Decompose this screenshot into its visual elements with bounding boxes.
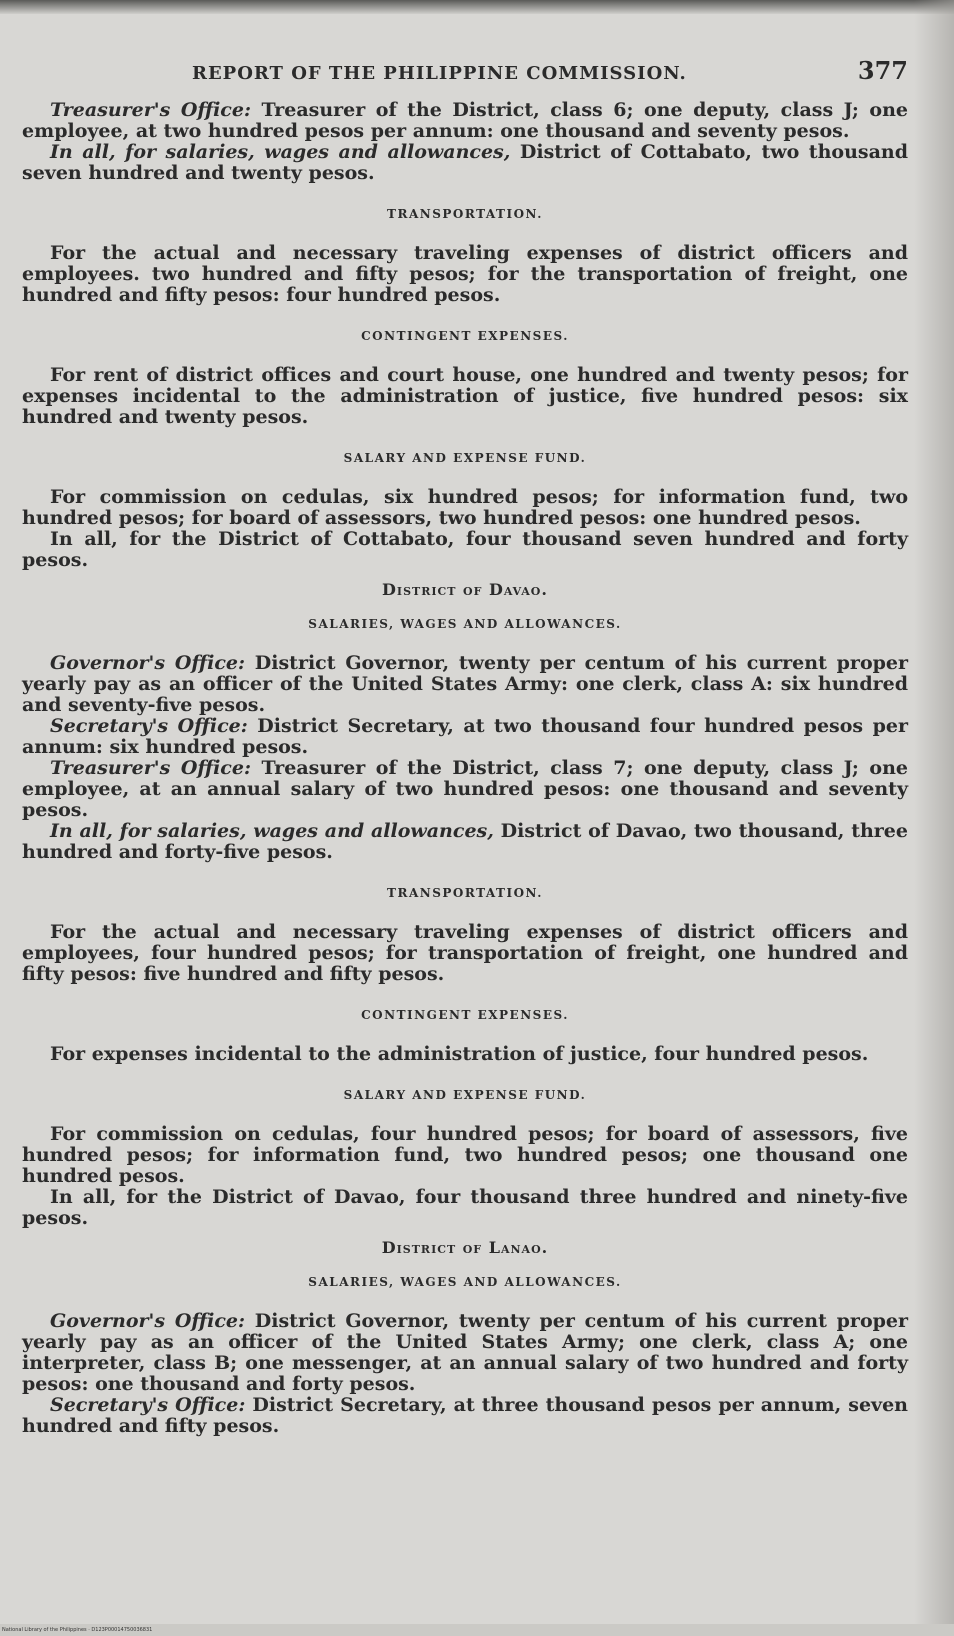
paragraph: For rent of district offices and court house, one hundred and twenty pesos; for expenses incidental to the administration of justice, five hundred pesos: six hundred and twenty pesos. [22, 364, 908, 428]
paragraph-text: Treasurer of the District, class 6; one deputy, class J; one employee, at two hundred pesos per annum: one thousand and seventy pesos. [22, 99, 908, 142]
running-header [22, 56, 908, 85]
page-top-edge [0, 0, 954, 14]
paragraph-text: District Secretary, at two thousand four hundred pesos per annum: six hundred pesos. [22, 715, 908, 758]
header-title: REPORT OF THE PHILIPPINE COMMISSION. [192, 63, 687, 84]
paragraph [22, 821, 908, 863]
paragraph-text: District of Davao, two thousand, three hundred and forty-five pesos. [22, 820, 908, 863]
paragraph-text: District Secretary, at three thousand pesos per annum, seven hundred and fifty pesos. [22, 1394, 908, 1437]
in-all-lead: In all, for salaries, wages and allowances, [50, 141, 511, 163]
section-heading: SALARIES, WAGES AND ALLOWANCES. [308, 1275, 622, 1289]
paragraph: For commission on cedulas, four hundred pesos; for board of assessors, five hundred pesos; for information fund, two hundred pesos; one thousand one hundred pesos. [22, 1123, 908, 1187]
paragraph [22, 758, 908, 821]
section-heading: SALARY AND EXPENSE FUND. [343, 451, 587, 465]
office-label: Treasurer's Office: [50, 757, 251, 779]
section-heading: CONTINGENT EXPENSES. [361, 329, 569, 343]
paragraph [22, 142, 908, 184]
section-heading: SALARIES, WAGES AND ALLOWANCES. [308, 617, 622, 631]
in-all-lead: In all, for salaries, wages and allowances, [50, 820, 494, 842]
paragraph: For expenses incidental to the administration of justice, four hundred pesos. [50, 1043, 869, 1065]
paragraph: For commission on cedulas, six hundred pesos; for information fund, two hundred pesos; for board of assessors, two hundred pesos: one hundred pesos. [22, 486, 908, 529]
paragraph: For the actual and necessary traveling expenses of district officers and employees, four hundred pesos; for transportation of freight, one hundred and fifty pesos: five hundred and fifty pesos. [22, 921, 908, 985]
paragraph [22, 1311, 908, 1395]
paragraph: For the actual and necessary traveling expenses of district officers and employees. two hundred and fifty pesos; for the transportation of freight, one hundred and fifty pesos: four hundred pesos. [22, 242, 908, 306]
paragraph: In all, for the District of Davao, four thousand three hundred and ninety-five pesos. [22, 1186, 908, 1229]
paragraph-text: District Governor, twenty per centum of his current proper yearly pay as an officer of the United States Army: one clerk, class A: six hundred and seventy-five pesos. [22, 652, 908, 716]
paragraph [22, 100, 908, 142]
paragraph [22, 716, 908, 758]
office-label: Secretary's Office: [50, 715, 248, 737]
paragraph-text: District Governor, twenty per centum of his current proper yearly pay as an officer of the United States Army; one clerk, class A; one interpreter, class B; one messenger, at an annual salary of two hundred and forty pesos: one thousand and forty pesos. [22, 1310, 908, 1395]
page-number: 377 [857, 56, 908, 85]
section-heading: TRANSPORTATION. [387, 207, 543, 221]
paragraph-text: District of Cottabato, two thousand seven hundred and twenty pesos. [22, 141, 908, 184]
district-heading: District of Davao. [382, 580, 548, 599]
office-label: Governor's Office: [50, 1310, 245, 1332]
document-page [22, 56, 908, 1437]
section-heading: SALARY AND EXPENSE FUND. [343, 1088, 587, 1102]
section-heading: TRANSPORTATION. [387, 886, 543, 900]
paragraph [22, 1395, 908, 1437]
scan-footer: National Library of the Philippines · D123P00014750036831 [0, 1624, 954, 1636]
office-label: Governor's Office: [50, 652, 245, 674]
section-heading: CONTINGENT EXPENSES. [361, 1008, 569, 1022]
paragraph: In all, for the District of Cottabato, four thousand seven hundred and forty pesos. [22, 528, 908, 571]
office-label: Secretary's Office: [50, 1394, 246, 1416]
page-shadow [914, 0, 954, 1636]
paragraph [22, 653, 908, 716]
paragraph-text: Treasurer of the District, class 7; one deputy, class J; one employee, at an annual salary of two hundred pesos: one thousand and seventy pesos. [22, 757, 908, 821]
district-heading: District of Lanao. [381, 1238, 549, 1257]
office-label: Treasurer's Office: [50, 99, 251, 121]
